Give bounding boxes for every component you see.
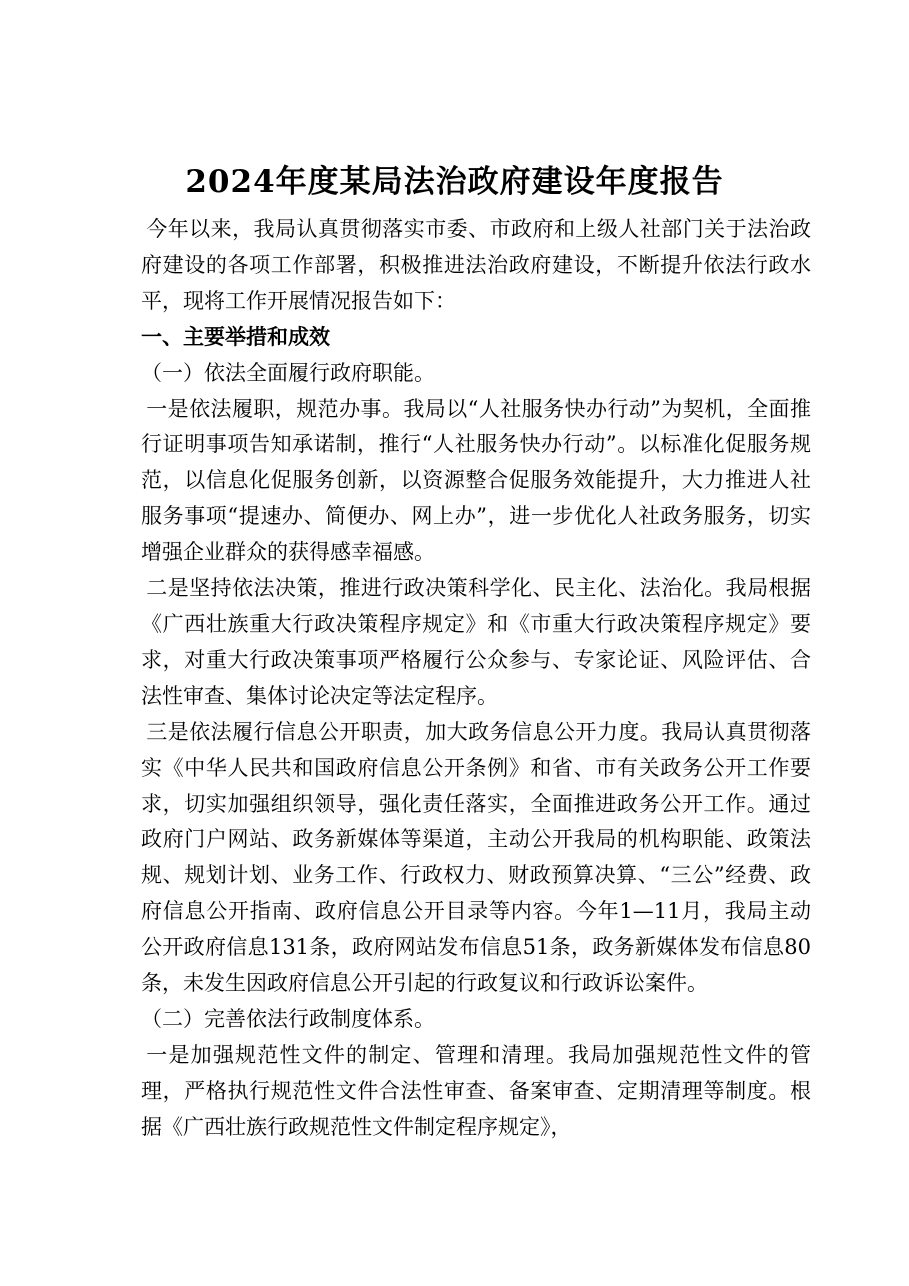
document-body <box>141 212 811 1146</box>
section-heading: 一、主要举措和成效 <box>141 324 330 349</box>
body-paragraph: 二是坚持依法决策，推进行政决策科学化、民主化、法治化。我局根据《广西壮族重大行政决策程序规定》和《市重大行政决策程序规定》要求，对重大行政决策事项严格履行公众参与、专家论证、风险评估、合法性审查、集体讨论决定等法定程序。 <box>141 576 811 708</box>
body-paragraph: 三是依法履行信息公开职责，加大政务信息公开力度。我局认真贯彻落实《中华人民共和国政府信息公开条例》和省、市有关政务公开工作要求，切实加强组织领导，强化责任落实，全面推进政务公开工作。通过政府门户网站、政务新媒体等渠道，主动公开我局的机构职能、政策法规、规划计划、业务工作、行政权力、财政预算决算、“三公”经费、政府信息公开指南、政府信息公开目录等内容。今年1—11月，我局主动公开政府信息131条，政府网站发布信息51条，政务新媒体发布信息80条，未发生因政府信息公开引起的行政复议和行政诉讼案件。 <box>141 719 811 996</box>
body-paragraph: 一是依法履职，规范办事。我局以“人社服务快办行动”为契机，全面推行证明事项告知承诺制，推行“人社服务快办行动”。以标准化促服务规范，以信息化促服务创新，以资源整合促服务效能提升，大力推进人社服务事项“提速办、简便办、网上办”，进一步优化人社政务服务，切实增强企业群众的获得感幸福感。 <box>141 396 811 565</box>
intro-paragraph: 今年以来，我局认真贯彻落实市委、市政府和上级人社部门关于法治政府建设的各项工作部署，积极推进法治政府建设，不断提升依法行政水平，现将工作开展情况报告如下： <box>141 217 811 313</box>
subsection-heading: （一）依法全面履行政府职能。 <box>141 360 435 385</box>
body-paragraph: 一是加强规范性文件的制定、管理和清理。我局加强规范性文件的管理，严格执行规范性文件合法性审查、备案审查、定期清理等制度。根据《广西壮族行政规范性文件制定程序规定》， <box>141 1042 811 1139</box>
subsection-heading: （二）完善依法行政制度体系。 <box>141 1006 435 1031</box>
document-title: 2024年度某局法治政府建设年度报告 <box>185 164 724 200</box>
